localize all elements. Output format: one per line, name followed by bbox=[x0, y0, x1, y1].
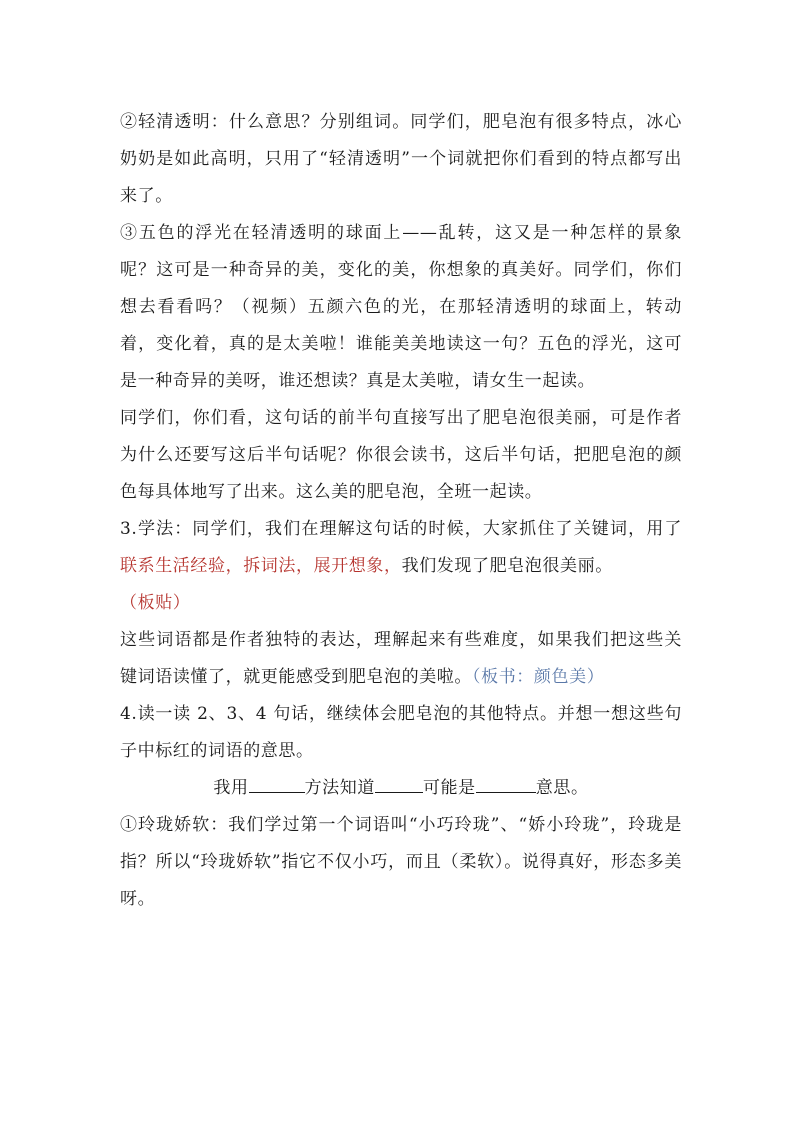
paragraph-linglong-jiaoruan: ①玲珑娇软：我们学过第一个词语叫“小巧玲珑”、“娇小玲珑”，玲珑是指？所以“玲珑娇软”指它不仅小巧，而且（柔软）。说得真好，形态多美呀。 bbox=[120, 815, 682, 909]
fill-part-2: 方法知道 bbox=[304, 778, 375, 798]
fill-part-1: 我用 bbox=[213, 778, 249, 798]
paragraph-du-yi-du: 4.读一读 2、3、4 句话，继续体会肥皂泡的其他特点。并想一想这些句子中标红的词语的意思。 bbox=[120, 704, 682, 761]
paragraph-qianbanju: 同学们，你们看，这句话的前半句直接写出了肥皂泡很美丽，可是作者为什么还要写这后半句话呢？你很会读书，这后半句话，把肥皂泡的颜色每具体地写了出来。这么美的肥皂泡，全班一起读。 bbox=[120, 408, 682, 502]
fill-blank-meaning[interactable] bbox=[476, 772, 536, 793]
xuefa-lead: 3.学法：同学们，我们在理解这句话的时候，大家抓住了关键词，用了 bbox=[120, 519, 682, 539]
paragraph-xuefa bbox=[120, 511, 682, 622]
xuefa-methods-highlight: 联系生活经验，拆词法，展开想象， bbox=[120, 556, 402, 576]
bantie-note: （板贴） bbox=[120, 593, 191, 613]
xuefa-tail: 我们发现了肥皂泡很美丽。 bbox=[401, 556, 613, 576]
fill-part-3: 可能是 bbox=[422, 778, 476, 798]
paragraph-qingqing-toumin: ②轻清透明：什么意思？分别组词。同学们，肥皂泡有很多特点，冰心奶奶是如此高明，只用了“轻清透明”一个词就把你们看到的特点都写出来了。 bbox=[120, 112, 682, 206]
fill-part-4: 意思。 bbox=[535, 778, 589, 798]
fill-in-sentence bbox=[120, 770, 682, 807]
ciyu-main: 这些词语都是作者独特的表达，理解起来有些难度，如果我们把这些关键词语读懂了，就更能感受到肥皂泡的美啦。 bbox=[120, 630, 682, 687]
paragraph-ciyu-biaoda bbox=[120, 622, 682, 696]
fill-blank-word[interactable] bbox=[375, 772, 423, 793]
fill-blank-method[interactable] bbox=[249, 772, 305, 793]
paragraph-wuse-fuguang: ③五色的浮光在轻清透明的球面上——乱转，这又是一种怎样的景象呢？这可是一种奇异的美，变化的美，你想象的真美好。同学们，你们想去看看吗？（视频）五颜六色的光，在那轻清透明的球面上，转动着，变化着，真的是太美啦！谁能美美地读这一句？五色的浮光，这可是一种奇异的美呀，谁还想读？真是太美啦，请女生一起读。 bbox=[120, 223, 682, 391]
banshu-note: （板书：颜色美） bbox=[472, 667, 605, 687]
